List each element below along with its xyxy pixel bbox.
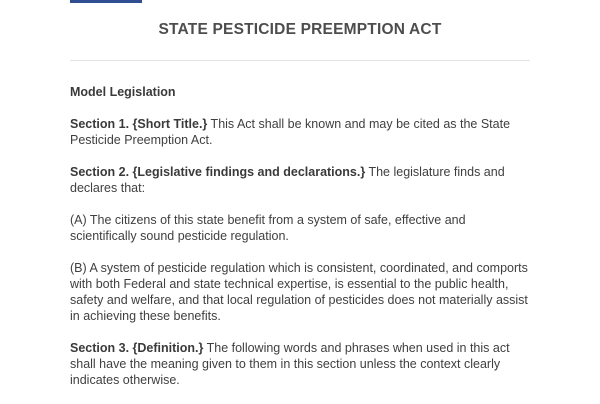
section-2-clause-a: (A) The citizens of this state benefit from a system of safe, effective and scientifically sound pesticide regulation. bbox=[70, 213, 466, 243]
section-3-text: The following words and phrases when used in this act shall have the meaning given to them in this section unless the context clearly indicates otherwise. bbox=[70, 341, 510, 387]
section-1 bbox=[70, 116, 532, 148]
section-2 bbox=[70, 164, 532, 196]
section-3 bbox=[70, 340, 532, 388]
document-body bbox=[70, 84, 532, 404]
section-3-heading: Section 3. {Definition.} bbox=[70, 341, 204, 355]
title-divider bbox=[70, 60, 530, 61]
document-title: STATE PESTICIDE PREEMPTION ACT bbox=[158, 21, 442, 38]
document-subtitle: Model Legislation bbox=[70, 85, 176, 99]
section-1-heading: Section 1. {Short Title.} bbox=[70, 117, 208, 131]
section-2-text: The legislature finds and declares that: bbox=[70, 165, 505, 195]
section-2-heading: Section 2. {Legislative findings and declarations.} bbox=[70, 165, 366, 179]
section-1-text: This Act shall be known and may be cited as the State Pesticide Preemption Act. bbox=[70, 117, 511, 147]
header-accent-bar bbox=[70, 0, 142, 3]
section-2-clause-b: (B) A system of pesticide regulation which is consistent, coordinated, and comports with both Federal and state technical expertise, is essential to the public health, safety and welfare, and that local regulation of pesticides does not materially assist in achieving these benefits. bbox=[70, 261, 528, 323]
